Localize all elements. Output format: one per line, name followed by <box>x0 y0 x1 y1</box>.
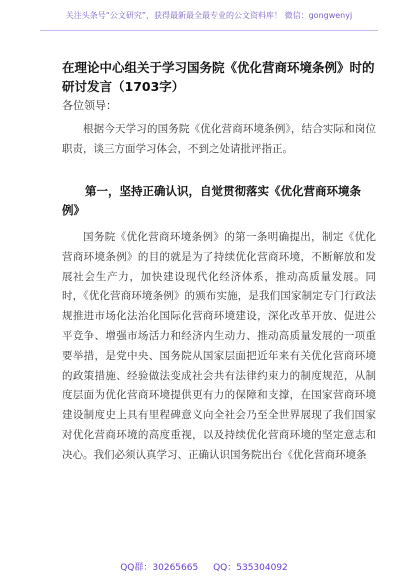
section-paragraph: 国务院《优化营商环境条例》的第一条明确提出，制定《优化营商环境条例》的目的就是为了持续优化营商环境，不断解放和发展社会生产力，加快建设现代化经济体系，推动高质量发展。同时，《优化营商环境条例》的颁布实施，是我们国家制定专门行政法规推进市场化法治化国际化营商环境建设，深化改革开放、促进公平竞争、增强市场活力和经济内生动力、推动高质量发展的一项重要举措，是党中央、国务院从国家层面把近年来有关优化营商环境的政策措施、经验做法变成社会共有法律约束力的制度规范，从制度层面为优化营商环境提供更有力的保障和支撑，在国家营商环境建设制度史上具有里程碑意义向全社会乃至全世界展现了我们国家对优化营商环境的高度重视，以及持续优化营商环境的坚定意志和决心。我们必须认真学习、正确认识国务院出台《优化营商环境条 <box>62 231 376 461</box>
section-heading: 第一，坚持正确认识，自觉贯彻落实《优化营商环境条例》 <box>62 184 361 217</box>
intro-paragraph: 根据今天学习的国务院《优化营商环境条例》，结合实际和岗位职责，谈三方面学习体会，不到之处请批评指正。 <box>62 123 376 155</box>
page-footer <box>0 560 408 573</box>
page-header: 关注头条号“公文研究”，获得最新最全最专业的公文资料库！ 微信：gongwenyj <box>65 11 353 20</box>
document-title: 在理论中心组关于学习国务院《优化营商环境条例》时的研讨发言（1703字） <box>62 60 375 94</box>
footer-qq: QQ：535304092 <box>213 563 288 573</box>
footer-qq-group: QQ群：30265665 <box>120 563 199 573</box>
salutation: 各位领导： <box>62 99 117 112</box>
header-divider <box>40 30 378 31</box>
